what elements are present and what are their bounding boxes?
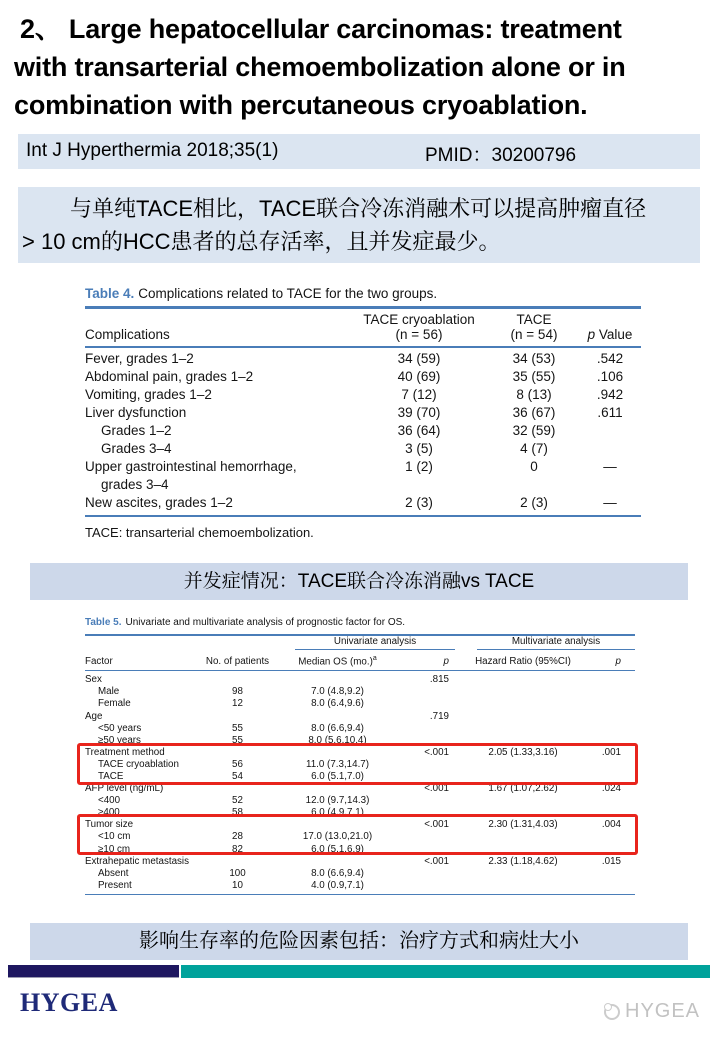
table-cell: 10 (232, 879, 243, 891)
table-cell: 2 (3) (520, 495, 548, 510)
table-cell (405, 807, 451, 819)
summary-line: > 10 cm的HCC患者的总存活率，且并发症最少。 (22, 229, 501, 254)
table-cell (595, 686, 635, 698)
table-cell: 35 (55) (512, 369, 556, 384)
table-cell (451, 771, 595, 783)
table-cell: TACE cryoablation (98, 758, 179, 770)
table-row (85, 368, 641, 386)
table5-caption-label: Table 5. (85, 617, 122, 628)
summary-box (18, 187, 700, 263)
table-cell: 6.0 (5.1,7.0) (311, 771, 364, 783)
table-cell (270, 856, 405, 868)
table-row (85, 386, 641, 404)
summary-line: 与单纯TACE相比，TACE联合冷冻消融术可以提高肿瘤直径 (70, 196, 647, 221)
table4-caption-label: Table 4. (85, 286, 135, 301)
table-cell: 6.0 (4.9,7.1) (311, 807, 364, 819)
table-row (85, 868, 635, 880)
table-cell: — (603, 495, 617, 510)
table-row (85, 698, 635, 710)
table-cell: 8 (13) (516, 387, 552, 402)
table-cell (595, 735, 635, 747)
table4-caption-text: Complications related to TACE for the two groups. (138, 286, 438, 301)
table-cell: 8.0 (6.6,9.4) (311, 722, 364, 734)
table-cell: 2 (3) (405, 495, 433, 510)
column-header: p Value (587, 327, 633, 342)
table-cell: Liver dysfunction (85, 405, 187, 420)
table-cell (405, 735, 451, 747)
table-cell (270, 819, 405, 831)
table-cell (451, 844, 595, 856)
table-cell: 52 (232, 795, 243, 807)
citation-bar (18, 134, 700, 169)
table-cell: AFP level (ng/mL) (85, 783, 164, 795)
table-cell: TACE (98, 771, 124, 783)
table-cell (270, 783, 405, 795)
table-cell: 6.0 (5.1,6.9) (311, 843, 364, 855)
table-row (85, 440, 641, 458)
table-row (85, 686, 635, 698)
table-cell (205, 783, 270, 795)
table-cell (451, 723, 595, 735)
title-line: with transarterial chemoembolization alone or in (14, 52, 626, 82)
title-line: combination with percutaneous cryoablation. (14, 90, 588, 120)
table-row (85, 844, 635, 856)
table-row (85, 735, 635, 747)
table-cell: <.001 (424, 855, 449, 867)
table-cell: 55 (232, 734, 243, 746)
table4-caption (85, 286, 641, 301)
table-cell: Age (85, 710, 103, 722)
table-cell: — (603, 459, 617, 474)
table-cell (405, 795, 451, 807)
table-cell (595, 795, 635, 807)
hygea-globe-icon (604, 1004, 620, 1020)
table-cell: 8.0 (5.6,10.4) (308, 734, 367, 746)
table-cell: 1.67 (1.07,2.62) (488, 783, 558, 795)
group-header-multivariate: Multivariate analysis (477, 636, 635, 650)
table4-body (85, 348, 641, 517)
pmid-label: PMID：30200796 (425, 145, 577, 166)
table-cell: 2.30 (1.31,4.03) (488, 819, 558, 831)
table-cell: .024 (601, 783, 621, 795)
table-cell: 4 (7) (520, 441, 548, 456)
table-cell: 82 (232, 843, 243, 855)
table-cell (489, 476, 579, 494)
table-cell: Fever, grades 1–2 (85, 351, 194, 366)
table5 (85, 617, 635, 895)
table-cell: 58 (232, 807, 243, 819)
table-cell: 36 (64) (397, 423, 441, 438)
table-cell (451, 759, 595, 771)
table-cell (451, 735, 595, 747)
table-cell: Extrahepatic metastasis (85, 855, 190, 867)
column-header: p (443, 656, 449, 668)
table-cell (405, 759, 451, 771)
table-cell: Present (98, 879, 132, 891)
footer-bar-teal (181, 965, 710, 978)
table-cell: <.001 (424, 819, 449, 831)
table-cell: 2.33 (1.18,4.62) (488, 855, 558, 867)
table-row (85, 795, 635, 807)
column-header: No. of patients (205, 656, 270, 668)
table-cell: 3 (5) (405, 441, 433, 456)
table-cell (595, 807, 635, 819)
table-cell: <.001 (424, 746, 449, 758)
table-cell: ≥50 years (98, 734, 141, 746)
table-cell: Male (98, 686, 120, 698)
table-cell: ≥10 cm (98, 843, 131, 855)
table-cell (451, 807, 595, 819)
table-cell: Female (98, 698, 131, 710)
table-cell (270, 747, 405, 759)
table-cell: 12.0 (9.7,14.3) (305, 795, 370, 807)
table-cell: <400 (98, 795, 121, 807)
page-title (14, 10, 712, 124)
table-cell: <10 cm (98, 831, 131, 843)
table4 (85, 286, 641, 540)
column-header: Complications (85, 327, 170, 342)
table-cell: Tumor size (85, 819, 134, 831)
table-cell (405, 698, 451, 710)
table5-caption (85, 617, 635, 628)
table-cell: <.001 (424, 783, 449, 795)
table-cell: 32 (59) (512, 423, 556, 438)
table-cell (205, 747, 270, 759)
table-cell: 100 (229, 867, 246, 879)
table-cell: grades 3–4 (101, 477, 169, 492)
table4-footnote: TACE: transarterial chemoembolization. (85, 525, 314, 540)
table-cell: .542 (596, 351, 624, 366)
table-cell (205, 674, 270, 686)
table-cell: 34 (53) (512, 351, 556, 366)
table-cell: 54 (232, 771, 243, 783)
table-cell: 0 (530, 459, 538, 474)
column-header: Hazard Ratio (95%CI) (475, 656, 571, 668)
table-cell: .815 (429, 674, 449, 686)
table-cell: ≥400 (98, 807, 120, 819)
table-cell (595, 711, 635, 723)
table-row (85, 458, 641, 476)
table-cell: .004 (601, 819, 621, 831)
watermark-text: HYGEA (625, 1000, 701, 1022)
table-cell (451, 795, 595, 807)
table-cell (579, 476, 641, 494)
table-cell: .001 (601, 746, 621, 758)
table-cell (451, 674, 595, 686)
column-header: p (615, 656, 621, 668)
table-cell: 11.0 (7.3,14.7) (306, 758, 369, 770)
table-cell (405, 868, 451, 880)
column-header: TACE cryoablation (n = 56) (363, 312, 475, 342)
table-cell (405, 686, 451, 698)
table-cell (451, 868, 595, 880)
journal-citation: Int J Hyperthermia 2018;35(1) (26, 140, 279, 161)
table-cell: .015 (601, 855, 621, 867)
table-row (85, 674, 635, 686)
table-row (85, 422, 641, 440)
table-cell: New ascites, grades 1–2 (85, 495, 233, 510)
table-cell (595, 759, 635, 771)
table-cell (405, 880, 451, 892)
table-cell (405, 771, 451, 783)
table-cell: 34 (59) (397, 351, 441, 366)
table-cell: .719 (429, 710, 449, 722)
table-cell: Sex (85, 674, 102, 686)
table-cell (405, 723, 451, 735)
table-cell (451, 686, 595, 698)
column-header: TACE (n = 54) (510, 312, 558, 342)
table-cell (405, 844, 451, 856)
table-cell: .611 (597, 405, 623, 420)
table-cell: 7 (12) (401, 387, 437, 402)
table-cell (405, 831, 451, 843)
table-cell (595, 868, 635, 880)
table-cell: 98 (232, 686, 243, 698)
table-cell: 36 (67) (512, 405, 556, 420)
banner-risk-factors: 影响生存率的危险因素包括：治疗方式和病灶大小 (30, 923, 688, 960)
table-row (85, 350, 641, 368)
table-cell (595, 771, 635, 783)
table-cell (595, 723, 635, 735)
table-row (85, 856, 635, 868)
table-row (85, 759, 635, 771)
table-cell (205, 856, 270, 868)
table-cell (270, 711, 405, 723)
table-cell: Treatment method (85, 746, 165, 758)
table5-body (85, 671, 635, 895)
table5-header (85, 653, 635, 671)
table-row (85, 476, 641, 494)
table-row (85, 807, 635, 819)
table-cell (595, 880, 635, 892)
table-row (85, 494, 641, 512)
group-header-univariate: Univariate analysis (295, 636, 455, 650)
table-cell: Grades 1–2 (101, 423, 172, 438)
table-cell (451, 698, 595, 710)
table-cell: Abdominal pain, grades 1–2 (85, 369, 254, 384)
table-cell (579, 440, 641, 458)
table-cell (349, 476, 489, 494)
table-cell: .106 (596, 369, 624, 384)
table-cell: <50 years (98, 722, 142, 734)
table-cell: 28 (232, 831, 243, 843)
table-row (85, 404, 641, 422)
table5-box (85, 634, 635, 895)
table-cell: 39 (70) (397, 405, 441, 420)
table-cell: 56 (232, 758, 243, 770)
table-cell: 1 (2) (405, 459, 433, 474)
brand-logo-text: HYGEA (20, 988, 118, 1017)
table-cell (451, 880, 595, 892)
title-line: 2、 Large hepatocellular carcinomas: treatment (20, 14, 622, 44)
table-cell: 4.0 (0.9,7.1) (311, 879, 364, 891)
table-cell (579, 422, 641, 440)
table-cell (205, 819, 270, 831)
table5-caption-text: Univariate and multivariate analysis of prognostic factor for OS. (125, 617, 406, 628)
table-cell (205, 711, 270, 723)
table-row (85, 711, 635, 723)
banner-complications: 并发症情况：TACE联合冷冻消融vs TACE (30, 563, 688, 600)
table-row (85, 747, 635, 759)
table-cell: Grades 3–4 (101, 441, 172, 456)
table-cell: 2.05 (1.33,3.16) (488, 746, 558, 758)
table-cell: 40 (69) (397, 369, 441, 384)
table-cell (451, 831, 595, 843)
column-header: Factor (85, 656, 113, 668)
table-cell (451, 711, 595, 723)
table-row (85, 819, 635, 831)
column-header: Median OS $(mo.)^a$ (298, 655, 377, 668)
table4-header (85, 306, 641, 348)
table-cell (270, 674, 405, 686)
table-row (85, 723, 635, 735)
table-cell (595, 831, 635, 843)
table-cell: 17.0 (13.0,21.0) (302, 831, 373, 843)
table-cell: 8.0 (6.6,9.4) (311, 867, 364, 879)
table5-group-header-row (85, 636, 635, 653)
table-cell: Upper gastrointestinal hemorrhage, (85, 459, 297, 474)
table-cell (595, 844, 635, 856)
table-row (85, 880, 635, 892)
watermark (604, 1000, 700, 1023)
footer-bar-navy (8, 965, 179, 978)
table-cell: .942 (596, 387, 624, 402)
table-cell: 7.0 (4.8,9.2) (311, 686, 364, 698)
table-cell (595, 698, 635, 710)
table-row (85, 783, 635, 795)
table-cell: Absent (98, 867, 129, 879)
table-row (85, 771, 635, 783)
table-cell (595, 674, 635, 686)
table-cell: 12 (232, 698, 243, 710)
table-cell: 8.0 (6.4,9.6) (311, 698, 364, 710)
table-row (85, 831, 635, 843)
table-cell: Vomiting, grades 1–2 (85, 387, 212, 402)
table-cell: 55 (232, 722, 243, 734)
